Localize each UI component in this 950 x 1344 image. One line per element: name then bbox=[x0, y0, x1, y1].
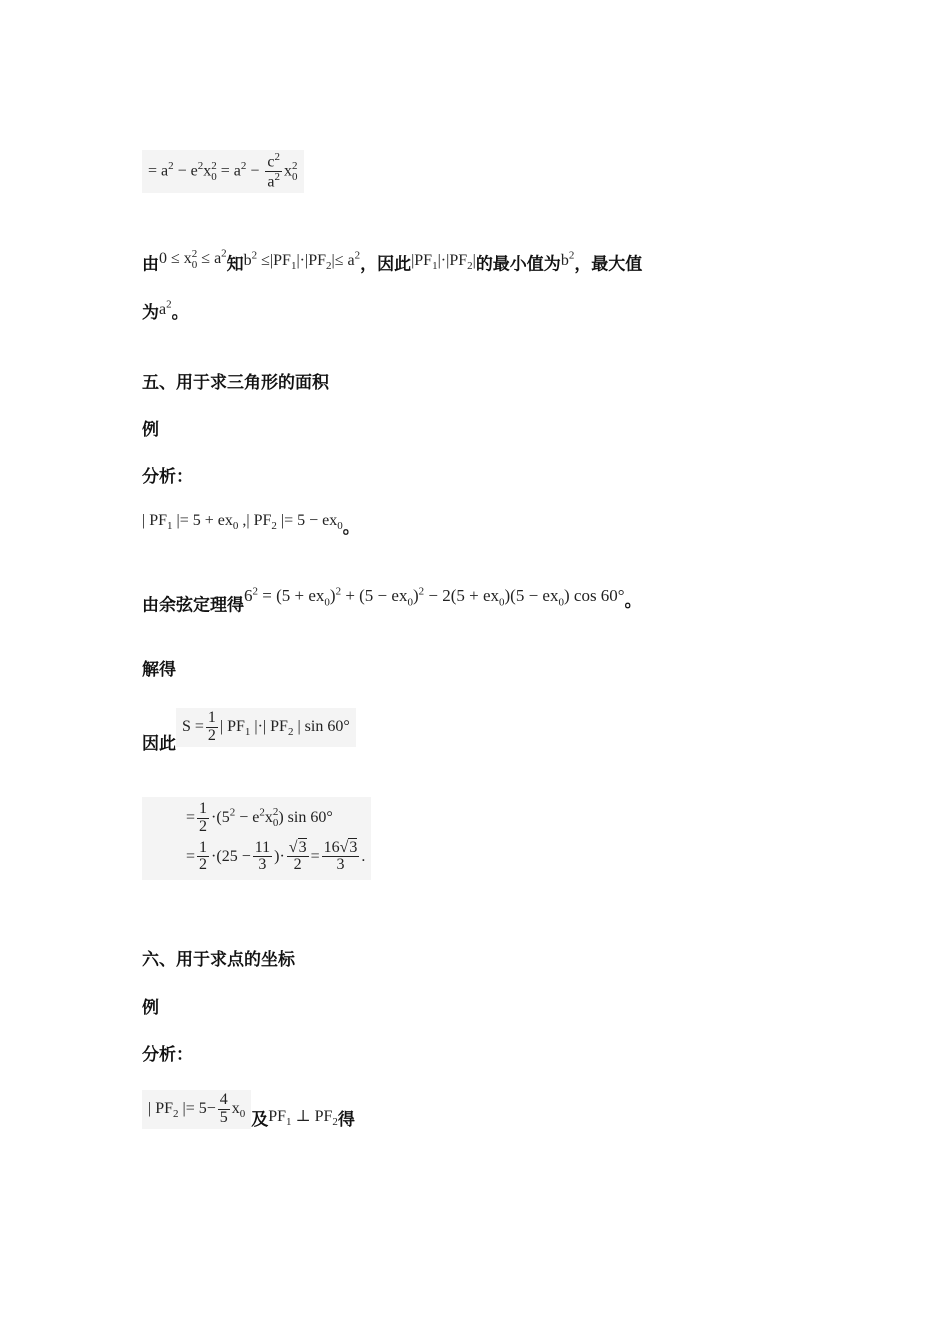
section-5-heading: 五、用于求三角形的面积 bbox=[142, 373, 329, 393]
paragraph-bounds-cont bbox=[142, 298, 189, 323]
formula-b2: $b^2$ bbox=[560, 250, 575, 270]
cosine-law-line bbox=[142, 585, 642, 616]
text-max: ，最大值 bbox=[574, 254, 643, 275]
formula-product-bounds: $b^2 \le|PF_1|\cdot|PF_2|\le a^2$ bbox=[243, 250, 361, 273]
paragraph-bounds bbox=[142, 248, 642, 274]
text-zhi: 知 bbox=[226, 254, 244, 275]
text-min: 的最小值为 bbox=[475, 254, 561, 275]
area-line bbox=[142, 708, 356, 754]
formula-area-steps bbox=[142, 797, 371, 880]
formula-x0-range: 0 ≤ x 2 0 ≤ $a^2$ bbox=[159, 247, 227, 271]
formula-a2: $a^2$ bbox=[159, 298, 172, 318]
focal-radii-line bbox=[142, 510, 360, 538]
section-6-example: 例 bbox=[142, 998, 159, 1018]
section-5-example: 例 bbox=[142, 420, 159, 440]
section-5-analysis: 分析： bbox=[142, 467, 193, 487]
formula-area-step-2: = $\frac{1}{2}$ ·(25 − $\frac{11}{3}$ )· $\frac{√3}{2}$ = $\frac{16√3}{3}$ . bbox=[186, 838, 366, 874]
pf2-line bbox=[142, 1090, 355, 1130]
formula-product: $|PF_1|\cdot|PF_2|$ bbox=[411, 252, 476, 273]
section-6-analysis: 分析： bbox=[142, 1045, 193, 1065]
text-you: 由 bbox=[142, 254, 159, 275]
formula-line-1: = $a^2 - e^2x$ 2 0 = $a^2$ − $\frac{c^2}{a^2}$ x 2 0 bbox=[142, 150, 304, 193]
formula-pf2: | $PF_2$ |= 5− $\frac{4}{5}$ $x_0$ bbox=[142, 1090, 251, 1129]
period: 。 bbox=[342, 518, 360, 538]
text-yinci: ，因此 bbox=[360, 254, 412, 275]
formula-focal-radii: | $PF_1$ |= $5 + ex_0$ ,| $PF_2$ |= $5 - ex_0$ bbox=[142, 512, 343, 533]
cosine-law-label: 由余弦定理得 bbox=[142, 595, 244, 616]
text-de: 得 bbox=[337, 1109, 355, 1130]
text-period: 。 bbox=[171, 303, 189, 323]
formula-perpendicular: $PF_1$ ⊥ $PF_2$ bbox=[268, 1107, 338, 1129]
text-ji: 及 bbox=[251, 1109, 269, 1130]
therefore-label: 因此 bbox=[142, 733, 176, 754]
formula-cosine-law: $6^2 = (5 + ex_0)^2 + (5 - ex_0)^2 - 2(5 + ex_0)(5 - ex_0)$ cos 60° bbox=[244, 585, 625, 609]
text-wei: 为 bbox=[142, 303, 159, 323]
solve-label: 解得 bbox=[142, 660, 176, 680]
formula-area-step-1: = $\frac{1}{2}$ $\cdot(5^2 - e^2x$ 2 0 ) sin 60° bbox=[186, 800, 333, 835]
section-6-heading: 六、用于求点的坐标 bbox=[142, 950, 295, 970]
formula-area: S = $\frac{1}{2}$ | $PF_1$ |·| $PF_2$ | sin 60° bbox=[176, 708, 356, 747]
period: 。 bbox=[624, 591, 642, 612]
